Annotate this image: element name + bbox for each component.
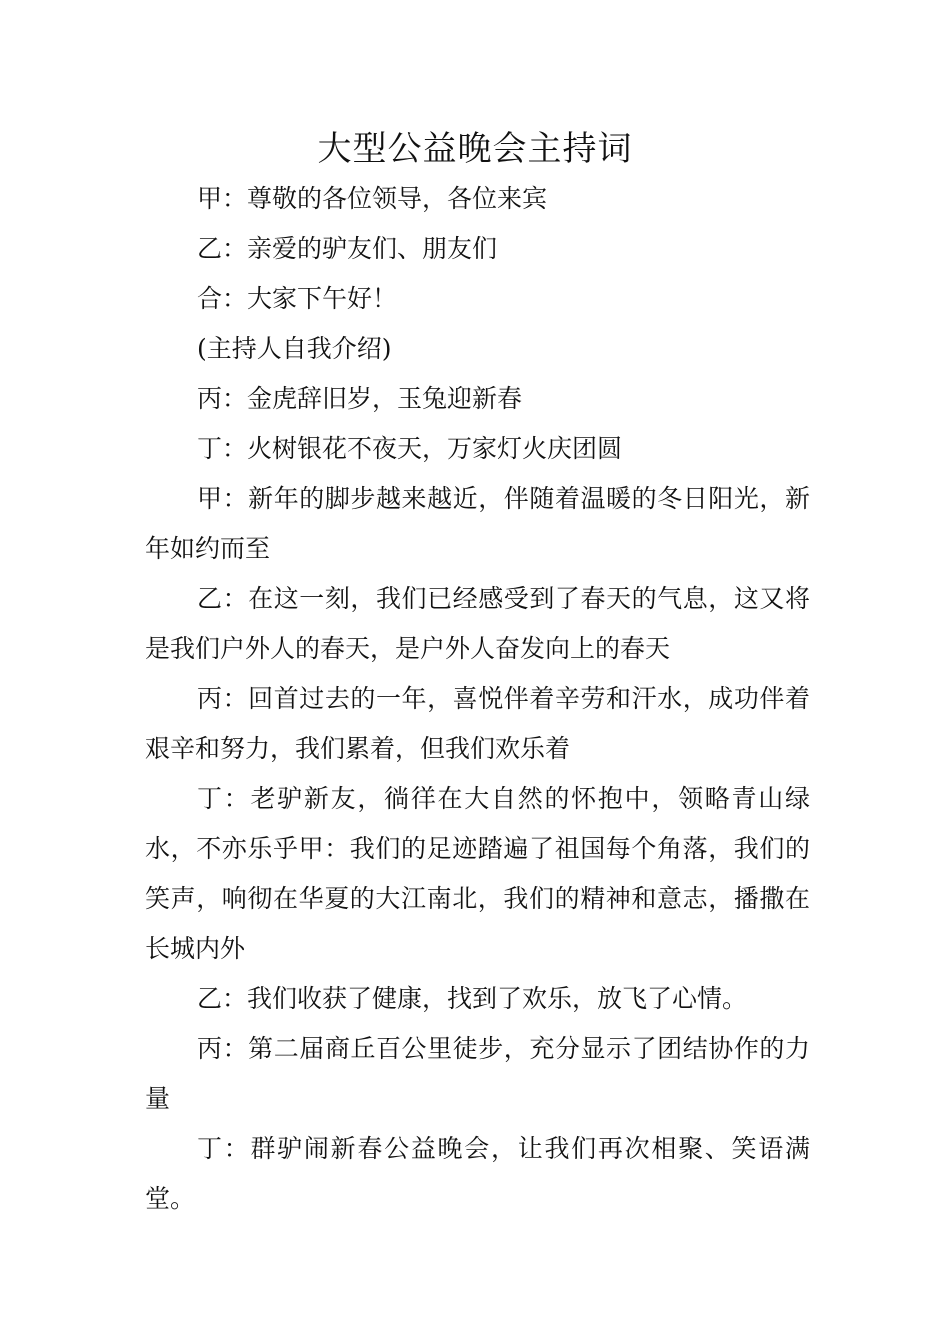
paragraph: 乙：亲爱的驴友们、朋友们 — [197, 234, 498, 263]
paragraph: 丁：群驴闹新春公益晚会，让我们再次相聚、笑语满堂。 — [145, 1134, 810, 1213]
document-body — [145, 174, 810, 1224]
paragraph: 丙：第二届商丘百公里徒步，充分显示了团结协作的力量 — [145, 1034, 810, 1113]
paragraph: 合：大家下午好！ — [197, 284, 398, 313]
paragraph: 乙：在这一刻，我们已经感受到了春天的气息，这又将是我们户外人的春天，是户外人奋发向上的春天 — [145, 584, 810, 663]
document-title: 大型公益晚会主持词 — [317, 129, 633, 169]
paragraph: 乙：我们收获了健康，找到了欢乐，放飞了心情。 — [197, 984, 748, 1013]
paragraph: 丙：回首过去的一年，喜悦伴着辛劳和汗水，成功伴着艰辛和努力，我们累着，但我们欢乐着 — [145, 684, 810, 763]
paragraph: 丁：老驴新友，徜徉在大自然的怀抱中，领略青山绿水，不亦乐乎甲：我们的足迹踏遍了祖国每个角落，我们的笑声，响彻在华夏的大江南北，我们的精神和意志，播撒在长城内外 — [145, 784, 810, 963]
paragraph: 甲：尊敬的各位领导，各位来宾 — [197, 184, 548, 213]
paragraph: 丙：金虎辞旧岁，玉兔迎新春 — [197, 384, 523, 413]
paragraph: (主持人自我介绍) — [197, 334, 392, 363]
paragraph: 丁：火树银花不夜天，万家灯火庆团圆 — [197, 434, 623, 463]
paragraph: 甲：新年的脚步越来越近，伴随着温暖的冬日阳光，新年如约而至 — [145, 484, 810, 563]
